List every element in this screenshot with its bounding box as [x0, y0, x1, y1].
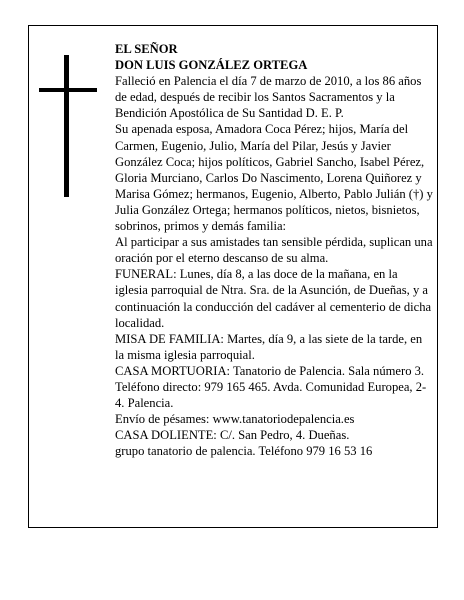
- obituary-text: [115, 41, 433, 459]
- paragraph-request: Al participar a sus amistades tan sensible pérdida, suplican una oración por el eterno descanso de su alma.: [115, 235, 433, 266]
- paragraph-funeral-home: CASA MORTUORIA: Tanatorio de Palencia. Sala número 3. Teléfono directo: 979 165 465. Avda. Comunidad Europea, 2-4. Palencia.: [115, 363, 427, 411]
- paragraph-family-mass: MISA DE FAMILIA: Martes, día 9, a las siete de la tarde, en la misma iglesia parroquial.: [115, 331, 423, 362]
- paragraph-family: Su apenada esposa, Amadora Coca Pérez; hijos, María del Carmen, Eugenio, Julio, María del Pilar, Jesús y Javier González Coca; hijos políticos, Gabriel Sancho, Isabel Pérez, Gloria Murciano, Carlos Do Nascimento, Lorena Quiñorez y Marisa Gómez; hermanos, Eugenio, Alberto, Pablo Julián (†) y Julia González Ortega; hermanos políticos, nietos, bisnietos, sobrinos, primos y demás familia:: [115, 122, 433, 234]
- title-line-1: EL SEÑOR: [115, 42, 178, 56]
- deceased-name: DON LUIS GONZÁLEZ ORTEGA: [115, 58, 308, 73]
- paragraph-death-announcement: Falleció en Palencia el día 7 de marzo de 2010, a los 86 años de edad, después de recibir los Santos Sacramentos y la Bendición Apostólica de Su Santidad D. E. P.: [115, 74, 422, 121]
- cross-icon: [39, 55, 97, 197]
- obituary-notice: [28, 25, 438, 528]
- paragraph-funeral: FUNERAL: Lunes, día 8, a las doce de la mañana, en la iglesia parroquial de Ntra. Sra. de la Asunción, de Dueñas, y a continuación la conducción del cadáver al cementerio de dicha localidad.: [115, 267, 432, 330]
- cross-horizontal-bar: [39, 88, 97, 92]
- paragraph-mourning-house: CASA DOLIENTE: C/. San Pedro, 4. Dueñas.: [115, 428, 350, 443]
- paragraph-contact: grupo tanatorio de palencia. Teléfono 979 16 53 16: [115, 444, 373, 459]
- cross-vertical-bar: [64, 55, 69, 197]
- paragraph-condolences: Envío de pésames: www.tanatoriodepalencia.es: [115, 412, 355, 427]
